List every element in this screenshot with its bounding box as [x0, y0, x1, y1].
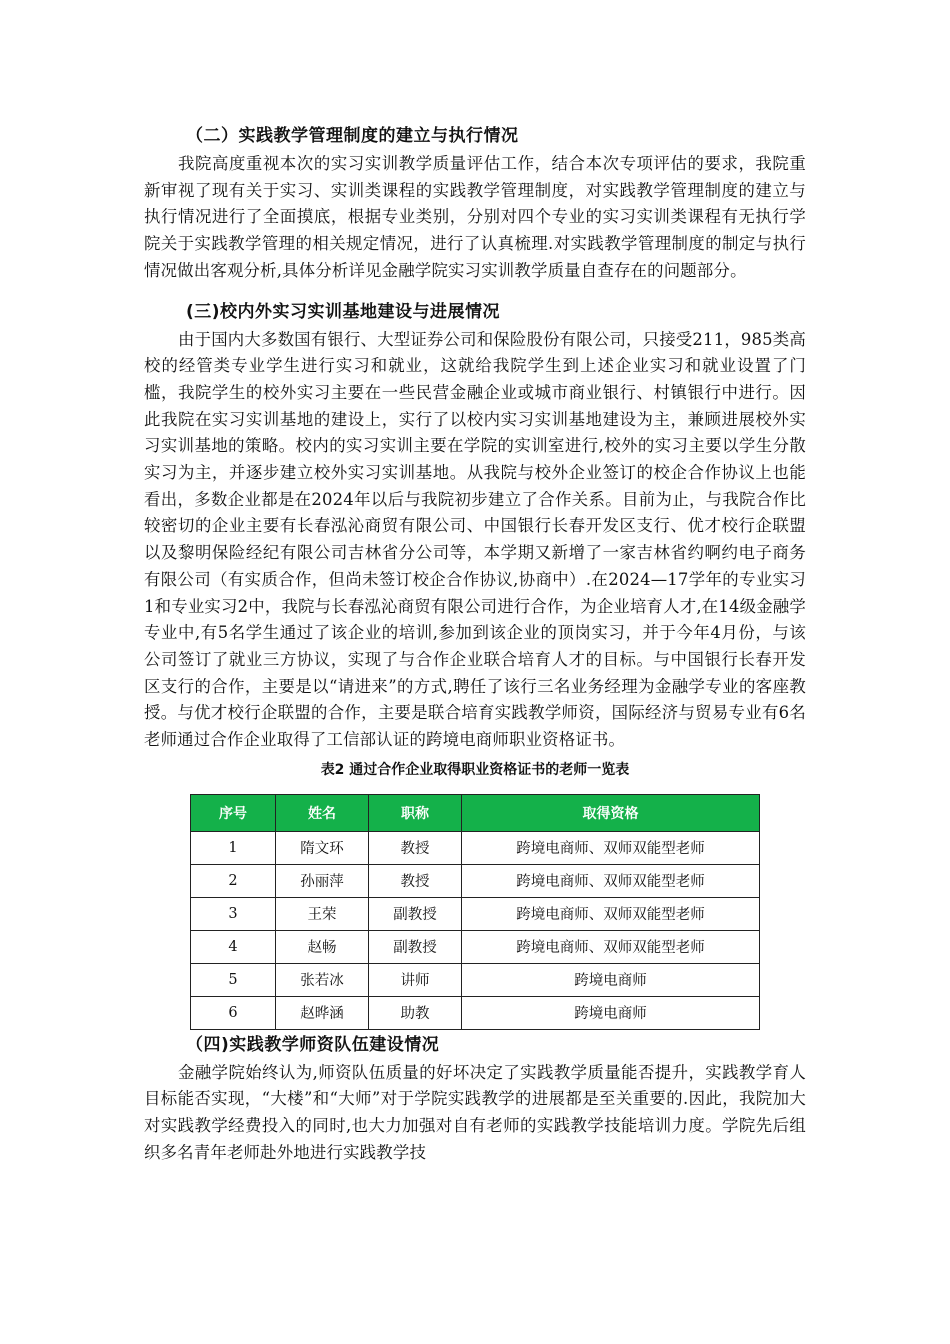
- table-caption: 表2 通过合作企业取得职业资格证书的老师一览表: [320, 761, 630, 778]
- cell-name: 赵畅: [276, 930, 369, 963]
- section-heading-practice-management: （二）实践教学管理制度的建立与执行情况: [186, 126, 519, 146]
- section-heading-faculty: （四)实践教学师资队伍建设情况: [186, 1034, 440, 1055]
- cell-title: 教授: [369, 831, 462, 864]
- cell-name: 赵晔涵: [276, 996, 369, 1029]
- cell-title: 教授: [369, 864, 462, 897]
- cell-title: 副教授: [369, 897, 462, 930]
- paragraph-practice-management: 我院高度重视本次的实习实训教学质量评估工作，结合本次专项评估的要求，我院重新审视了现有关于实习、实训类课程的实践教学管理制度，对实践教学管理制度的建立与执行情况进行了全面摸底，根据专业类别，分别对四个专业的实习实训类课程有无执行学院关于实践教学管理的相关规定情况，进行了认真梳理.对实践教学管理制度的制定与执行情况做出客观分析,具体分析详见金融学院实习实训教学质量自查存在的问题部分。: [144, 154, 806, 280]
- cell-qualification: 跨境电商师、双师双能型老师: [462, 897, 760, 930]
- cell-title: 助教: [369, 996, 462, 1029]
- table-row: [191, 930, 760, 963]
- table-row: [191, 963, 760, 996]
- cell-name: 张若冰: [276, 963, 369, 996]
- table-header-row: [191, 794, 760, 831]
- cell-index: 3: [191, 897, 276, 930]
- header-name: 姓名: [276, 794, 369, 831]
- cell-name: 孙丽萍: [276, 864, 369, 897]
- cell-index: 5: [191, 963, 276, 996]
- table-row: [191, 996, 760, 1029]
- paragraph-training-base: 由于国内大多数国有银行、大型证券公司和保险股份有限公司，只接受211，985类高校的经管类专业学生进行实习和就业，这就给我院学生到上述企业实习和就业设置了门槛，我院学生的校外实习主要在一些民营金融企业或城市商业银行、村镇银行中进行。因此我院在实习实训基地的建设上，实行了以校内实习实训基地建设为主，兼顾进展校外实习实训基地的策略。校内的实习实训主要在学院的实训室进行,校外的实习主要以学生分散实习为主，并逐步建立校外实习实训基地。从我院与校外企业签订的校企合作协议上也能看出，多数企业都是在2024年以后与我院初步建立了合作关系。目前为止，与我院合作比较密切的企业主要有长春泓沁商贸有限公司、中国银行长春开发区支行、优才校行企联盟以及黎明保险经纪有限公司吉林省分公司等，本学期又新增了一家吉林省约啊约电子商务有限公司（有实质合作，但尚未签订校企合作协议,协商中）.在2024—17学年的专业实习1和专业实习2中，我院与长春泓沁商贸有限公司进行合作，为企业培育人才,在14级金融学专业中,有5名学生通过了该企业的培训,参加到该企业的顶岗实习，并于今年4月份，与该公司签订了就业三方协议，实现了与合作企业联合培育人才的目标。与中国银行长春开发区支行的合作，主要是以“请进来”的方式,聘任了该行三名业务经理为金融学专业的客座教授。与优才校行企联盟的合作，主要是联合培育实践教学师资，国际经济与贸易专业有6名老师通过合作企业取得了工信部认证的跨境电商师职业资格证书。: [144, 329, 806, 750]
- qualification-table: [190, 794, 760, 1030]
- cell-qualification: 跨境电商师、双师双能型老师: [462, 864, 760, 897]
- header-qualification: 取得资格: [462, 794, 760, 831]
- cell-index: 4: [191, 930, 276, 963]
- cell-name: 王荣: [276, 897, 369, 930]
- cell-index: 2: [191, 864, 276, 897]
- cell-index: 1: [191, 831, 276, 864]
- cell-title: 副教授: [369, 930, 462, 963]
- cell-qualification: 跨境电商师: [462, 963, 760, 996]
- cell-qualification: 跨境电商师、双师双能型老师: [462, 930, 760, 963]
- section-heading-training-base: (三)校内外实习实训基地建设与进展情况: [186, 301, 501, 322]
- cell-title: 讲师: [369, 963, 462, 996]
- document-body: [144, 121, 806, 1167]
- table-row: [191, 897, 760, 930]
- table-row: [191, 864, 760, 897]
- cell-name: 隋文环: [276, 831, 369, 864]
- header-title: 职称: [369, 794, 462, 831]
- cell-qualification: 跨境电商师: [462, 996, 760, 1029]
- paragraph-faculty: 金融学院始终认为,师资队伍质量的好坏决定了实践教学质量能否提升，实践教学育人目标能否实现，“大楼”和“大师”对于学院实践教学的进展都是至关重要的.因此，我院加大对实践教学经费投入的同时,也大力加强对自有老师的实践教学技能培训力度。学院先后组织多名青年老师赴外地进行实践教学技: [144, 1062, 806, 1162]
- cell-index: 6: [191, 996, 276, 1029]
- header-index: 序号: [191, 794, 276, 831]
- table-row: [191, 831, 760, 864]
- cell-qualification: 跨境电商师、双师双能型老师: [462, 831, 760, 864]
